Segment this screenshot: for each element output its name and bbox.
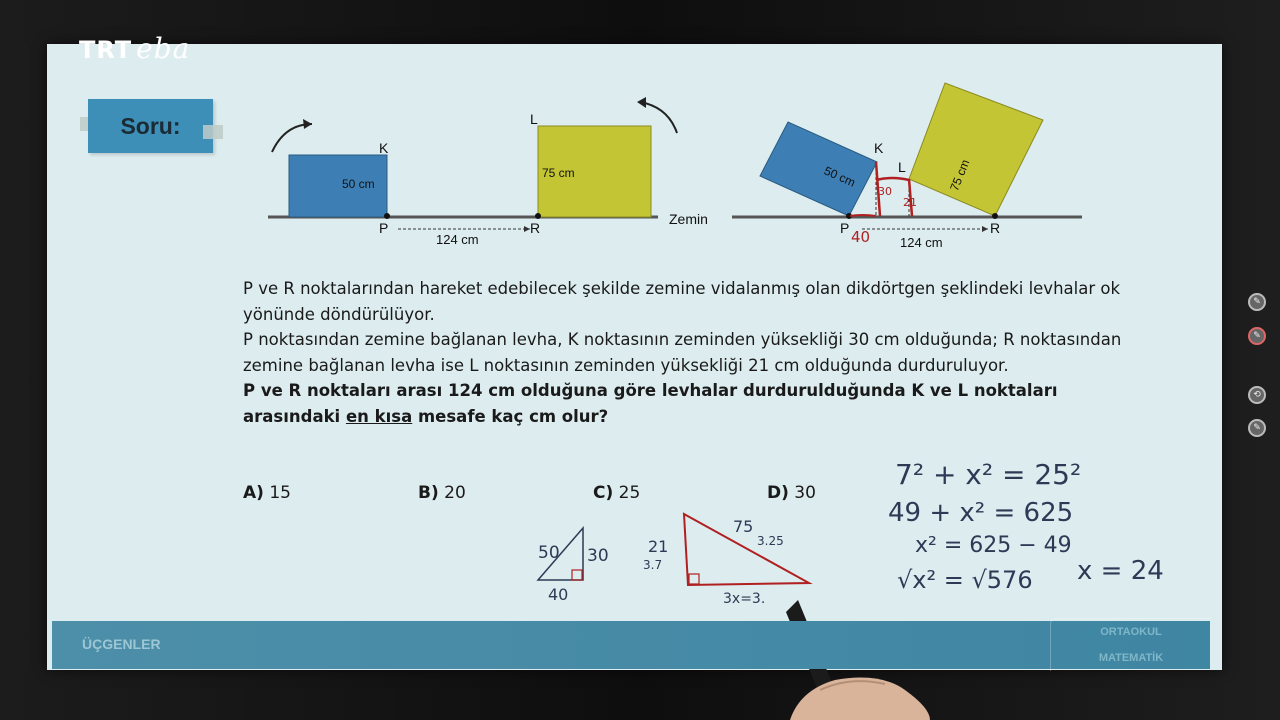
ink-21: 21 [903,196,917,209]
side-tool-icon-4[interactable]: ✎ [1248,419,1266,437]
svg-text:21: 21 [648,537,669,556]
side-tool-icon-1[interactable]: ✎ [1248,293,1266,311]
point-r-left [535,213,541,219]
equation-1: 7² + x² = 25² [895,458,1082,491]
question-bold: P ve R noktaları arası 124 cm olduğuna göre levhalar durdurulduğunda K ve L noktaları arasındaki en kısa mesafe kaç cm olur? [243,381,1058,426]
side-tool-icon-2[interactable]: ✎ [1248,327,1266,345]
ink-30: 30 [878,185,892,198]
distance-right: 124 cm [900,235,943,250]
svg-text:3.7: 3.7 [643,558,663,572]
svg-text:30: 30 [587,546,609,566]
point-r-right [992,213,998,219]
svg-text:3x=3.: 3x=3. [723,591,766,607]
label-r-left: R [530,220,541,236]
svg-text:40: 40 [548,585,569,604]
option-b: B) 20 [418,483,466,503]
option-a: A) 15 [243,483,291,503]
question-paragraph-2: P noktasından zemine bağlanan levha, K noktasının zeminden yüksekliği 30 cm olduğunda; R noktasından zemine bağlanan levha ise L noktasının zeminden yüksekliği 21 cm olduğunda durduruluyor. [243,330,1122,375]
trt-eba-logo: TRT eba [79,32,191,65]
blue-size-left: 50 cm [342,177,375,191]
option-d: D) 30 [767,483,816,503]
question-paragraph-1: P ve R noktalarından hareket edebilecek şekilde zemine vidalanmış olan dikdörtgen şeklindeki levhalar ok yönünde döndürülüyor. [243,279,1121,324]
svg-text:75: 75 [733,517,754,536]
equation-result: x = 24 [1077,556,1164,586]
question-badge: Soru: [88,99,213,153]
equation-4: √x² = √576 [897,566,1033,594]
label-l-left: L [530,111,538,127]
hand-triangle-2 [643,514,809,607]
footer-topic: ÜÇGENLER [82,636,161,652]
distance-left: 124 cm [436,232,479,247]
yellow-size-right: 75 cm [947,157,973,193]
svg-text:50: 50 [538,543,560,563]
hand-triangle-1 [538,528,609,604]
figure-right [732,83,1082,250]
blue-plate-right [760,122,877,216]
footer-bar [52,621,1210,669]
hand-equations [888,458,1164,594]
figure-left [268,97,677,247]
label-p-left: P [379,220,389,236]
ground-label: Zemin [669,211,708,227]
question-text [243,276,1143,429]
label-p-right: P [840,220,850,236]
footer-level: ORTAOKUL MATEMATİK [1050,618,1211,671]
equation-2: 49 + x² = 625 [888,498,1074,528]
blue-size-right: 50 cm [821,163,858,190]
point-p-left [384,213,390,219]
label-l-right: L [898,159,906,175]
ink-40: 40 [851,228,871,246]
yellow-plate-right [909,83,1043,216]
label-r-right: R [990,220,1001,236]
equation-3: x² = 625 − 49 [915,533,1072,558]
yellow-size-left: 75 cm [542,166,575,180]
option-c: C) 25 [593,483,641,503]
arrow-left-rotation [272,124,312,152]
label-k-left: K [379,140,389,156]
side-tool-icon-3[interactable]: ⟲ [1248,386,1266,404]
label-k-right: K [874,140,884,156]
svg-text:3.25: 3.25 [757,534,784,548]
